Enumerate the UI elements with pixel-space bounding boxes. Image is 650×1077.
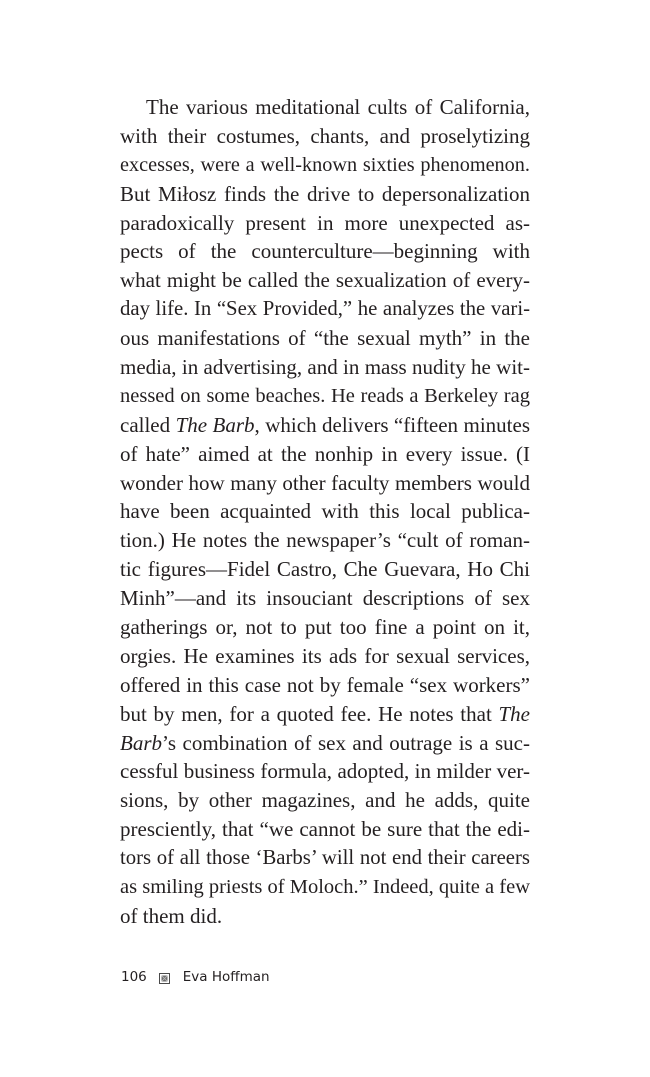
text-line: sions, by other magazines, and he adds, quite <box>120 788 530 813</box>
text-line: as smiling priests of Moloch.” Indeed, quite a few <box>120 876 530 899</box>
text-line <box>120 411 530 440</box>
text-line: orgies. He examines its ads for sexual services, <box>120 643 530 668</box>
text-line: tic figures—Fidel Castro, Che Guevara, Ho Chi <box>120 557 530 582</box>
text-line: cessful business formula, adopted, in milder ver- <box>120 759 530 784</box>
text-run: called <box>120 412 176 437</box>
text-line: pects of the counterculture—beginning with <box>120 239 530 264</box>
text-line: with their costumes, chants, and proselytizing <box>120 123 530 148</box>
text-line: day life. In “Sex Provided,” he analyzes the vari- <box>120 298 530 321</box>
text-run: but by men, for a quoted fee. He notes that <box>120 701 499 726</box>
italic-title: The Barb <box>175 412 255 437</box>
text-line: The various meditational cults of California, <box>146 95 530 119</box>
text-line: paradoxically present in more unexpected as- <box>120 210 530 235</box>
text-line <box>120 700 530 729</box>
text-line: presciently, that “we cannot be sure that the edi- <box>120 817 530 842</box>
text-line: have been acquainted with this local publica- <box>120 499 530 524</box>
text-line: tion.) He notes the newspaper’s “cult of roman- <box>120 528 530 553</box>
text-run: , which delivers “fifteen minutes <box>254 412 530 437</box>
running-footer <box>121 966 270 988</box>
text-line: tors of all those ‘Barbs’ will not end their careers <box>120 847 530 870</box>
text-line: offered in this case not by female “sex workers” <box>120 672 530 697</box>
square-ornament-icon <box>159 972 170 983</box>
text-line: wonder how many other faculty members would <box>120 470 530 495</box>
text-line: media, in advertising, and in mass nudity he wit- <box>120 355 530 380</box>
text-line: of them did. <box>120 903 223 928</box>
author-name: Eva Hoffman <box>182 969 270 985</box>
italic-title: The <box>498 701 530 726</box>
text-line: what might be called the sexualization of every- <box>120 268 530 293</box>
text-run: ’s combination of sex and outrage is a suc- <box>162 730 530 755</box>
page-number: 106 <box>121 969 147 985</box>
text-line: Minh”—and its insouciant descriptions of sex <box>120 586 530 611</box>
text-line: of hate” aimed at the nonhip in every issue. (I <box>120 441 530 466</box>
text-line: But Miłosz finds the drive to depersonalization <box>120 181 530 206</box>
text-line: gatherings or, not to put too fine a point on it, <box>120 615 530 640</box>
text-line: excesses, were a well-known sixties phenomenon. <box>120 153 530 176</box>
body-paragraph <box>120 93 530 931</box>
text-line: nessed on some beaches. He reads a Berkeley rag <box>120 384 530 407</box>
text-line: ous manifestations of “the sexual myth” in the <box>120 326 530 351</box>
italic-title: Barb <box>120 730 162 755</box>
text-line <box>120 729 530 758</box>
